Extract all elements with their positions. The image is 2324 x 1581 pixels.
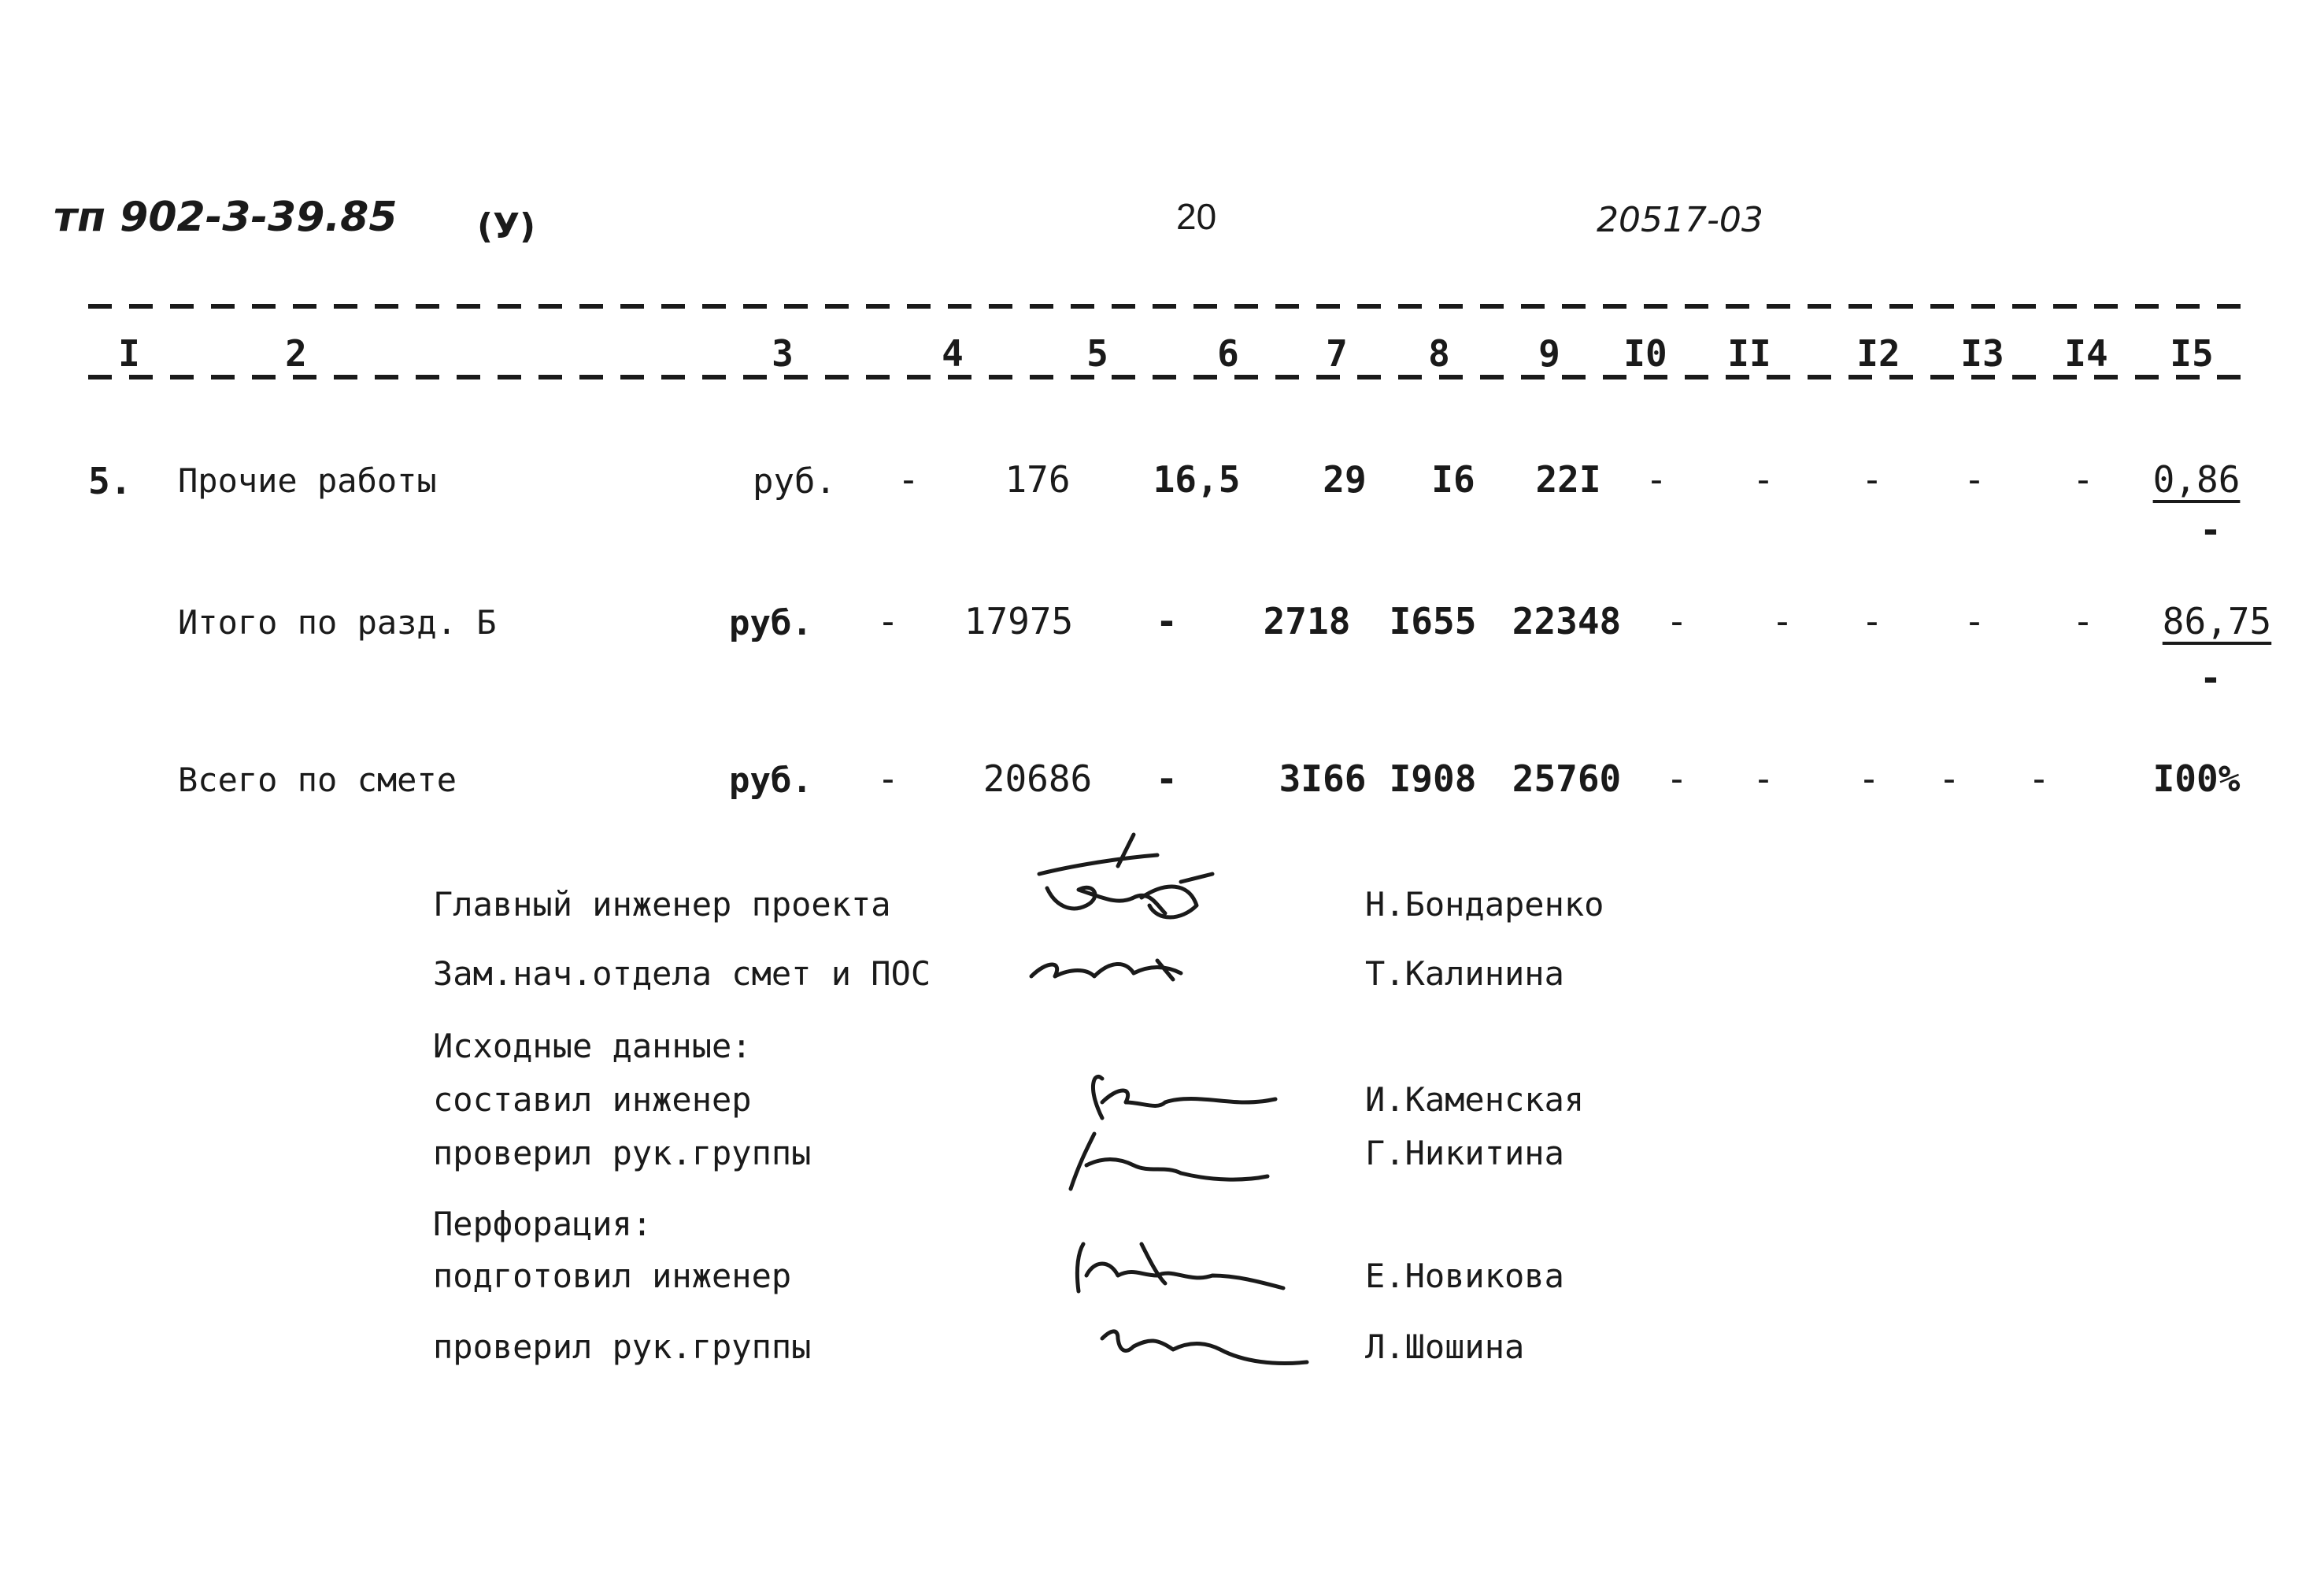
- column-header: II: [1727, 332, 1771, 375]
- column-header: 9: [1538, 332, 1560, 375]
- cell-c6: 16,5: [1153, 458, 1241, 501]
- cell-c13: -: [1963, 458, 1985, 501]
- cell-c10: -: [1666, 757, 1688, 800]
- cell-c12: -: [1861, 600, 1883, 642]
- row-number: 5.: [88, 460, 132, 502]
- cell-c15-sub: -: [2200, 509, 2222, 551]
- cell-c10: -: [1645, 458, 1667, 501]
- cell-c8: I6: [1431, 458, 1475, 501]
- cell-c14: -: [2028, 757, 2050, 800]
- column-header: I5: [2170, 332, 2214, 375]
- cell-c15: I00%: [2152, 757, 2241, 800]
- cell-c5: 20686: [983, 757, 1093, 800]
- cell-c13: -: [1938, 757, 1960, 800]
- column-header: 2: [285, 332, 307, 375]
- cell-c5: 17975: [964, 600, 1074, 642]
- signature-label-prepared: подготовил инженер: [433, 1257, 792, 1295]
- cell-c14: -: [2072, 600, 2094, 642]
- cell-c5: 176: [1005, 458, 1071, 501]
- cell-c7: 2718: [1263, 600, 1351, 642]
- page-number: 20: [1176, 196, 1217, 237]
- cell-c14: -: [2072, 458, 2094, 501]
- signature-label-checked: проверил рук.группы: [433, 1134, 812, 1172]
- column-header: I2: [1856, 332, 1900, 375]
- cell-c8: I655: [1389, 600, 1477, 642]
- row-unit: руб.: [753, 461, 836, 502]
- column-header: I3: [1960, 332, 2004, 375]
- column-header: 8: [1428, 332, 1450, 375]
- column-header: 5: [1086, 332, 1108, 375]
- column-header: I0: [1623, 332, 1667, 375]
- signer-name: Л.Шошина: [1365, 1327, 1525, 1366]
- document-code: тп 902-3-39.85: [54, 194, 398, 241]
- cell-c6: -: [1156, 600, 1178, 642]
- cell-c6: -: [1156, 757, 1178, 800]
- cell-c9: 22I: [1535, 458, 1601, 501]
- cell-c11: -: [1771, 600, 1793, 642]
- column-header: 6: [1217, 332, 1239, 375]
- cell-c15-sub: -: [2200, 657, 2222, 699]
- cell-c12: -: [1861, 458, 1883, 501]
- cell-c11: -: [1752, 757, 1774, 800]
- cell-c8: I908: [1389, 757, 1477, 800]
- column-header: 4: [942, 332, 964, 375]
- cell-c7: 29: [1323, 458, 1367, 501]
- cell-c10: -: [1666, 600, 1688, 642]
- cell-c4: -: [877, 600, 899, 642]
- row-name: Итого по разд. Б: [178, 603, 497, 642]
- signer-name: Г.Никитина: [1365, 1134, 1564, 1172]
- signature-label-compiled: составил инженер: [433, 1080, 752, 1119]
- cell-c9: 25760: [1512, 757, 1622, 800]
- variant-mark: (У): [477, 206, 536, 246]
- signature-label-checked2: проверил рук.группы: [433, 1327, 812, 1366]
- cell-c15: 86,75: [2162, 600, 2272, 642]
- row-unit: руб.: [729, 603, 812, 643]
- row-name: Прочие работы: [178, 461, 437, 500]
- cell-c7: 3I66: [1279, 757, 1367, 800]
- cell-c13: -: [1963, 600, 1985, 642]
- column-header: 7: [1326, 332, 1348, 375]
- signer-name: Е.Новикова: [1365, 1257, 1564, 1295]
- column-header: 3: [772, 332, 794, 375]
- cell-c12: -: [1858, 757, 1880, 800]
- signer-name: И.Каменская: [1365, 1080, 1585, 1119]
- album-code: 20517-03: [1597, 200, 1763, 240]
- cell-c4: -: [877, 757, 899, 800]
- cell-c9: 22348: [1512, 600, 1622, 642]
- signer-name: Н.Бондаренко: [1365, 885, 1604, 924]
- signature-label-chief-engineer: Главный инженер проекта: [433, 885, 891, 924]
- signature-label-perforation: Перфорация:: [433, 1205, 653, 1243]
- signature-label-source-data: Исходные данные:: [433, 1027, 752, 1065]
- signature-label-deputy: Зам.нач.отдела смет и ПОС: [433, 954, 931, 993]
- column-header: I: [118, 332, 140, 375]
- cell-c4: -: [897, 458, 920, 501]
- row-unit: руб.: [729, 761, 812, 801]
- cell-c15: 0,86: [2152, 458, 2241, 501]
- column-header: I4: [2064, 332, 2108, 375]
- row-name: Всего по смете: [178, 761, 457, 799]
- cell-c11: -: [1752, 458, 1774, 501]
- signer-name: Т.Калинина: [1365, 954, 1564, 993]
